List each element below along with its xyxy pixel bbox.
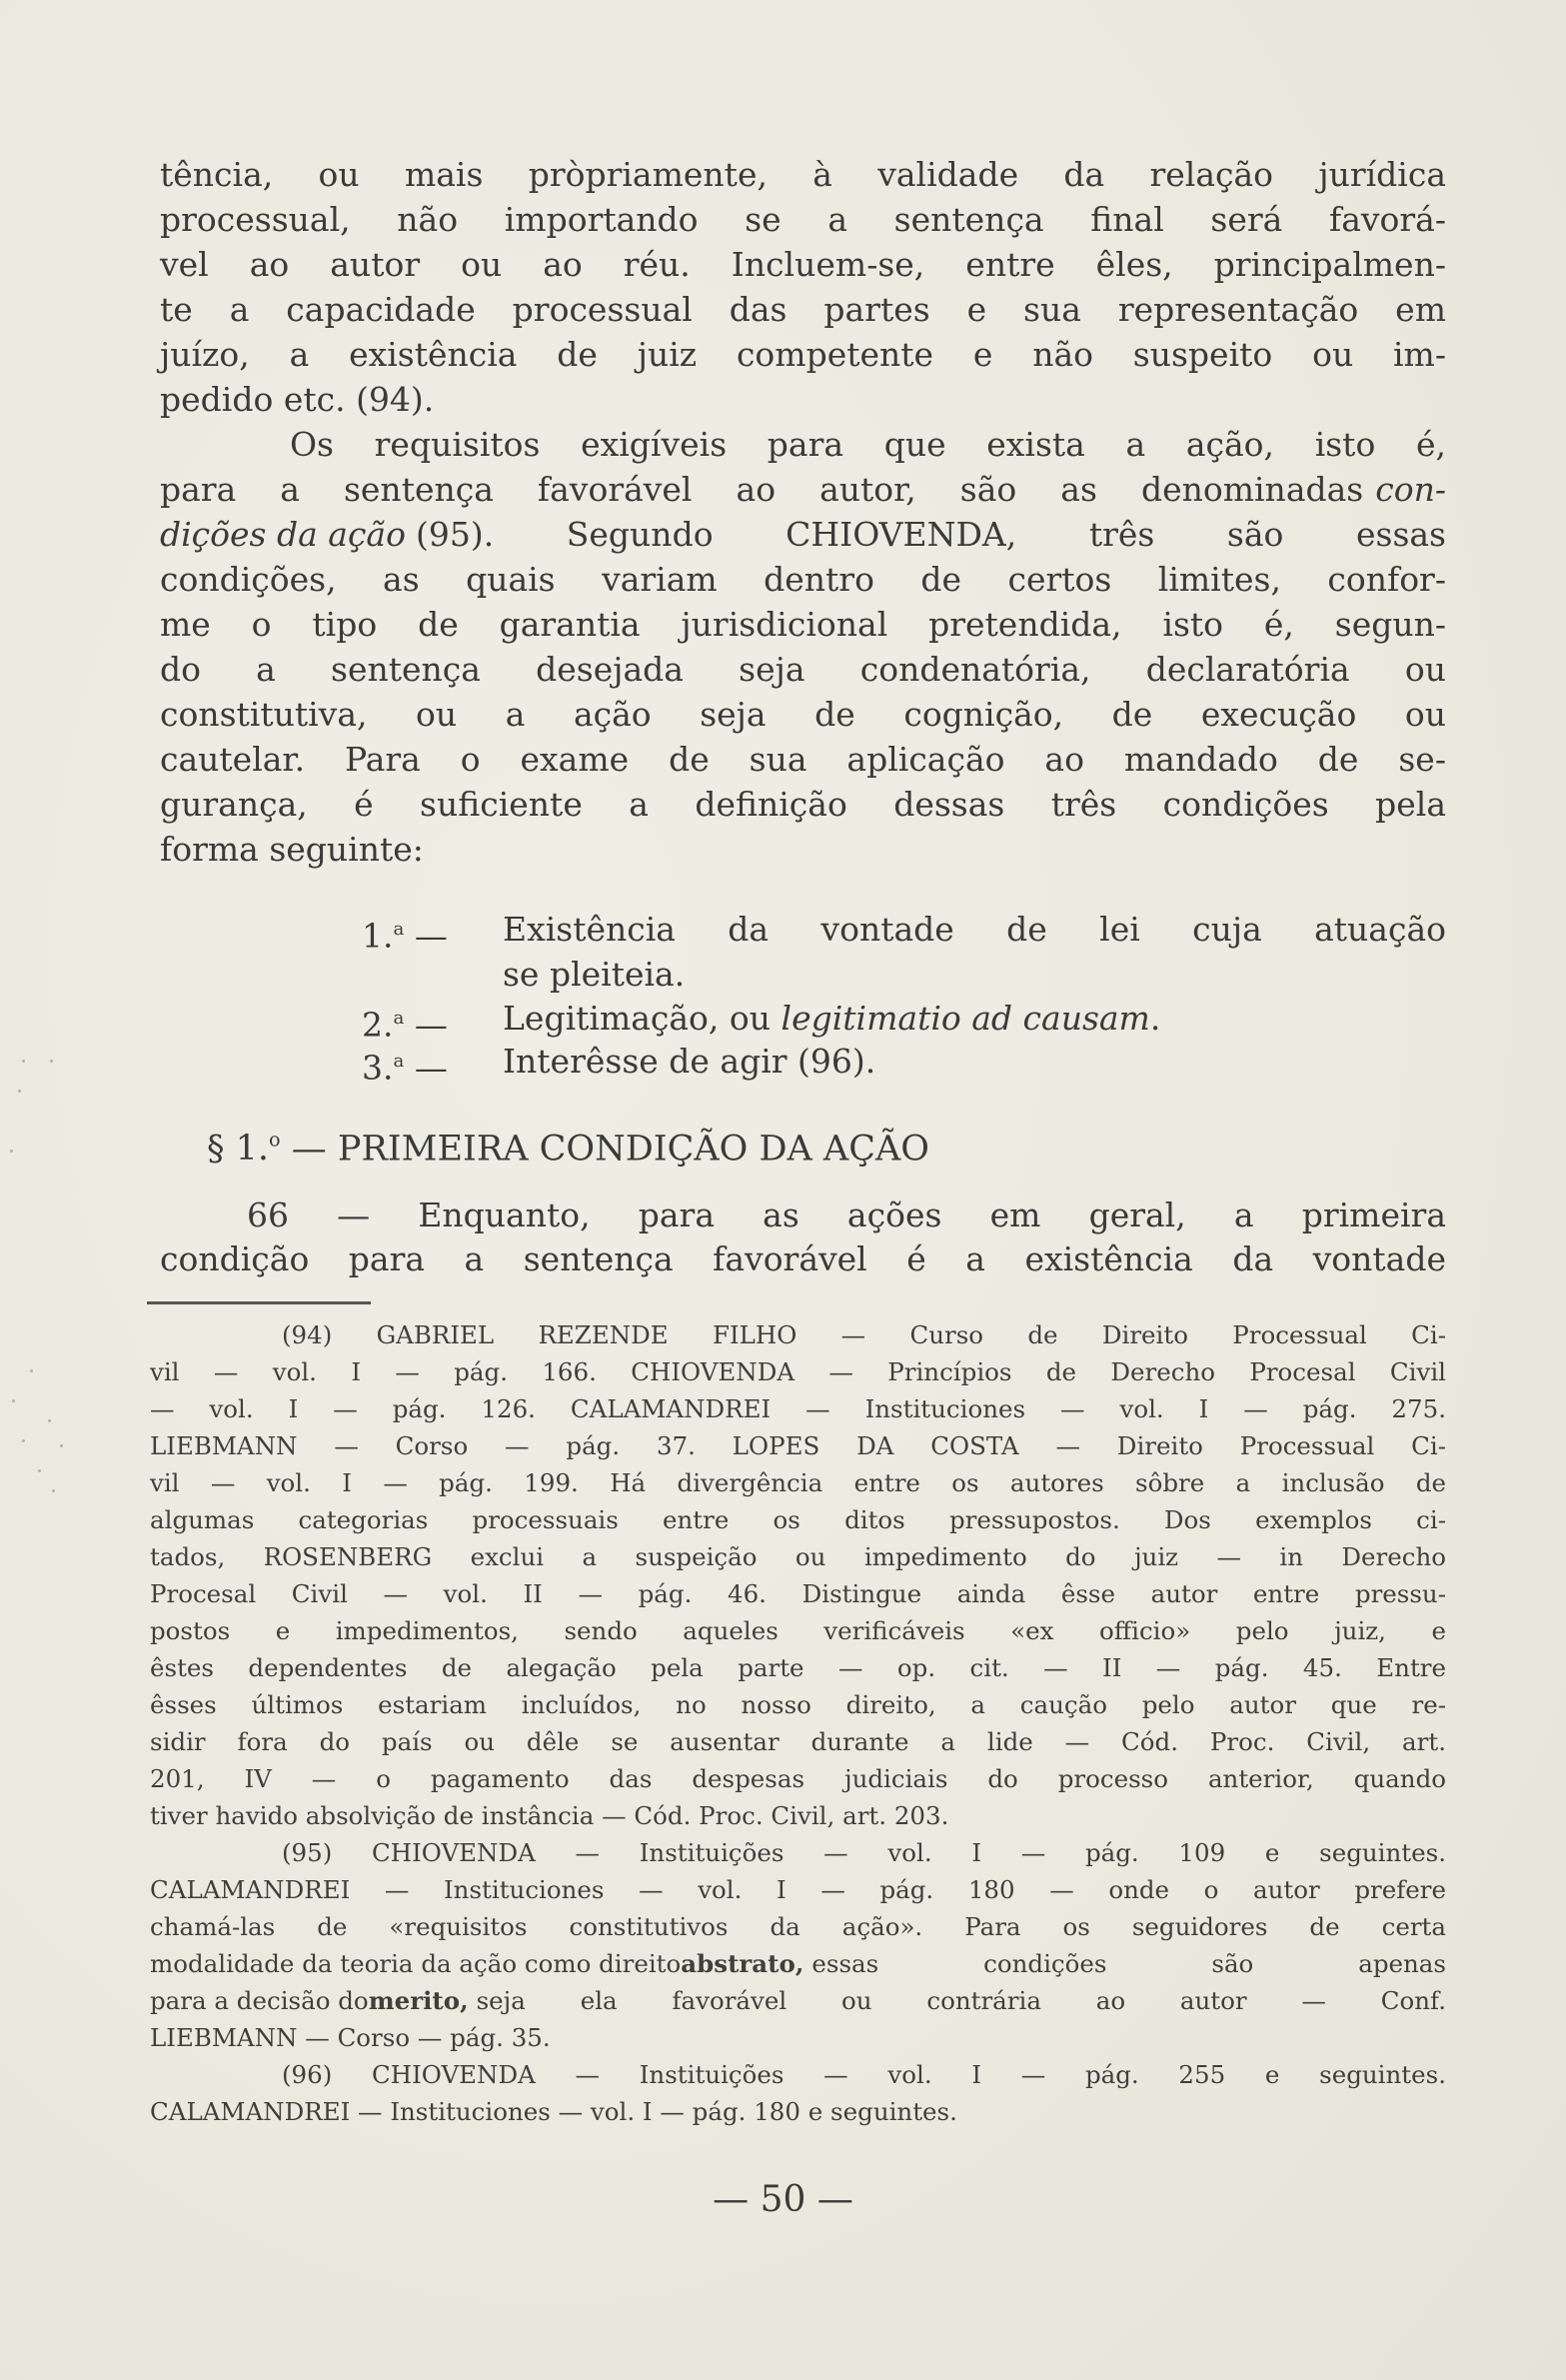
- section-title: — PRIMEIRA CONDIÇÃO DA AÇÃO: [291, 1129, 929, 1170]
- footnote-line: LIEBMANN — Corso — pág. 35.: [150, 2023, 551, 2052]
- body-line: vel ao autor ou ao réu. Incluem-se, entre êles, principalmen-: [160, 245, 1446, 284]
- body-line-with-italic: [160, 470, 1446, 510]
- body-line: me o tipo de garantia jurisdicional pretendida, isto é, segun-: [160, 605, 1446, 644]
- footnote-line: vil — vol. I — pág. 166. CHIOVENDA — Princípios de Derecho Procesal Civil: [150, 1357, 1446, 1386]
- footnote-line: tiver havido absolvição de instância — Cód. Proc. Civil, art. 203.: [150, 1801, 949, 1830]
- body-line: te a capacidade processual das partes e sua representação em: [160, 290, 1446, 329]
- list-number: 3.$^a$ —: [362, 1048, 448, 1088]
- speck: [48, 1419, 51, 1422]
- footnote-line: algumas categorias processuais entre os ditos pressupostos. Dos exemplos ci-: [150, 1505, 1446, 1534]
- footnote-line: — vol. I — pág. 126. CALAMANDREI — Instituciones — vol. I — pág. 275.: [150, 1394, 1446, 1423]
- body-line: forma seguinte:: [160, 830, 424, 869]
- list-item-text: Legitimação, ou legitimatio ad causam.: [503, 999, 1161, 1038]
- page-number: — 50 —: [713, 2179, 853, 2220]
- section-number: 1.$^o$: [235, 1129, 281, 1170]
- speck: [50, 1060, 53, 1063]
- speck: [18, 1090, 21, 1093]
- body-line: cautelar. Para o exame de sua aplicação ao mandado de se-: [160, 740, 1446, 779]
- bold-term: merito,: [368, 1986, 469, 2015]
- footnote-95-line: (95) CHIOVENDA — Instituições — vol. I — pág. 109 e seguintes.: [282, 1838, 1446, 1867]
- body-line: gurança, é suficiente a definição dessas três condições pela: [160, 785, 1446, 824]
- footnote-96-line: (96) CHIOVENDA — Instituições — vol. I — pág. 255 e seguintes.: [282, 2060, 1446, 2089]
- footnote-line: CALAMANDREI — Instituciones — vol. I — pág. 180 e seguintes.: [150, 2097, 957, 2126]
- speck: [22, 1060, 25, 1063]
- footnote-line: [150, 1985, 1446, 2017]
- body-text: (95). Segundo CHIOVENDA, três são essas: [415, 515, 1446, 554]
- footnote-text: para a decisão do: [150, 1986, 369, 2015]
- body-line: constitutiva, ou a ação seja de cognição, de execução ou: [160, 695, 1446, 734]
- footnote-line: sidir fora do país ou dêle se ausentar durante a lide — Cód. Proc. Civil, art.: [150, 1727, 1446, 1756]
- speck: [52, 1489, 55, 1492]
- footnote-line: chamá-las de «requisitos constitutivos da ação». Para os seguidores de certa: [150, 1912, 1446, 1941]
- speck: [12, 1399, 15, 1402]
- footnote-line: Procesal Civil — vol. II — pág. 46. Distingue ainda êsse autor entre pressu-: [150, 1579, 1446, 1608]
- italic-term: legitimatio ad causam: [781, 999, 1150, 1038]
- section-heading: [207, 1120, 929, 1170]
- body-line: juízo, a existência de juiz competente e não suspeito ou im-: [160, 335, 1446, 374]
- speck: [30, 1369, 33, 1372]
- footnote-line: 201, IV — o pagamento das despesas judiciais do processo anterior, quando: [150, 1764, 1446, 1793]
- body-text: para a sentença favorável ao autor, são as denominadas: [160, 470, 1364, 509]
- italic-term: con-: [1375, 470, 1446, 509]
- italic-term: dições da ação: [160, 515, 406, 554]
- body-line: processual, não importando se a sentença final será favorá-: [160, 200, 1446, 239]
- section-symbol: §: [207, 1129, 225, 1170]
- body-line: Os requisitos exigíveis para que exista a ação, isto é,: [290, 425, 1446, 464]
- speck: [38, 1469, 41, 1472]
- footnote-text: essas condições são apenas: [811, 1949, 1446, 1978]
- list-item-text: Interêsse de agir (96).: [503, 1042, 876, 1081]
- footnote-text: seja ela favorável ou contrária ao autor — Conf.: [476, 1986, 1446, 2015]
- footnote-line: êstes dependentes de alegação pela parte — op. cit. — II — pág. 45. Entre: [150, 1653, 1446, 1682]
- footnote-line: postos e impedimentos, sendo aqueles verificáveis «ex officio» pelo juiz, e: [150, 1616, 1446, 1645]
- body-line: do a sentença desejada seja condenatória, declaratória ou: [160, 650, 1446, 689]
- footnote-line: LIEBMANN — Corso — pág. 37. LOPES DA COSTA — Direito Processual Ci-: [150, 1431, 1446, 1460]
- paragraph-66-line: condição para a sentença favorável é a existência da vontade: [160, 1239, 1446, 1278]
- footnote-94-line: (94) GABRIEL REZENDE FILHO — Curso de Direito Processual Ci-: [282, 1320, 1446, 1349]
- body-line: pedido etc. (94).: [160, 380, 435, 419]
- body-line: condições, as quais variam dentro de certos limites, confor-: [160, 560, 1446, 599]
- body-line: tência, ou mais pròpriamente, à validade da relação jurídica: [160, 155, 1446, 194]
- footnote-separator: [147, 1301, 371, 1304]
- bold-term: abstrato,: [681, 1949, 804, 1978]
- speck: [10, 1150, 13, 1153]
- footnote-line: tados, ROSENBERG exclui a suspeição ou impedimento do juiz — in Derecho: [150, 1542, 1446, 1571]
- footnote-line: [150, 1948, 1446, 1980]
- footnote-line: vil — vol. I — pág. 199. Há divergência entre os autores sôbre a inclusão de: [150, 1468, 1446, 1497]
- speck: [60, 1444, 63, 1447]
- list-item-continuation: se pleiteia.: [503, 955, 686, 994]
- footnote-text: modalidade da teoria da ação como direito: [150, 1949, 682, 1978]
- body-line-with-italic: [160, 515, 1446, 555]
- footnote-line: CALAMANDREI — Instituciones — vol. I — pág. 180 — onde o autor prefere: [150, 1875, 1446, 1904]
- paragraph-66-line: 66 — Enquanto, para as ações em geral, a primeira: [247, 1195, 1446, 1234]
- list-item-text: Existência da vontade de lei cuja atuação: [503, 910, 1446, 949]
- speck: [22, 1439, 25, 1442]
- list-number: 2.$^a$ —: [362, 1005, 448, 1045]
- footnote-line: êsses últimos estariam incluídos, no nosso direito, a caução pelo autor que re-: [150, 1690, 1446, 1719]
- list-number: 1.$^a$ —: [362, 916, 448, 956]
